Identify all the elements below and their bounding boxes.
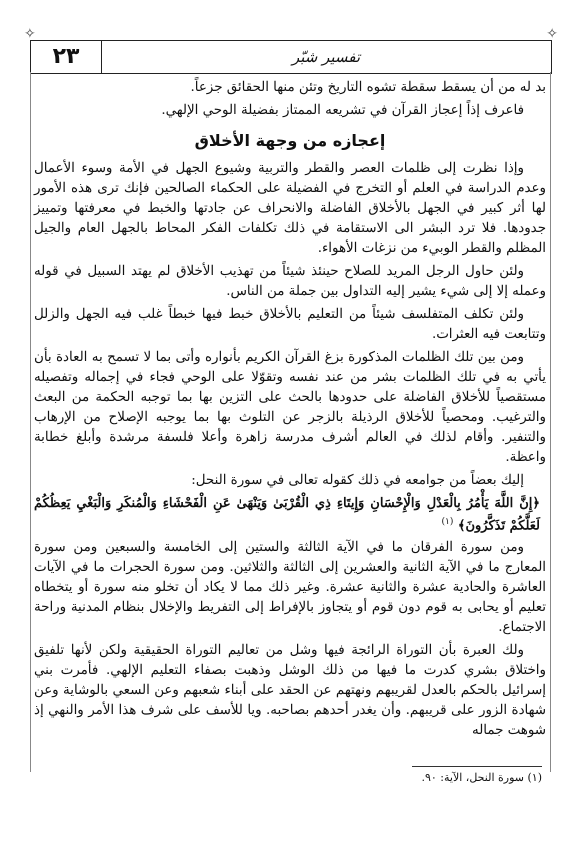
paragraph: وإذا نظرت إلى ظلمات العصر والقطر والتربية وشيوع الجهل في الأمة وسوء الأعمال وعدم الدراسة في العلم أو التخرج في الفضيلة على الحكماء الصالحين فإنك ترى هذه الأمور لها أثر كبير في الجهل بالأخلاق الفاضلة والانحراف عن جادتها والخبط في معرفتها وتمييز جدودها. فلا ترد البشر الى الاستقامة في ذلك تكلفات الفكر المحاط بالجهل العام والجيل المظلم والقطر الوبيء من نزغات الأهواء.: [34, 161, 546, 256]
page-body: [34, 78, 546, 744]
corner-ornament-icon: ✧: [546, 26, 558, 42]
page-number: ٢٣: [52, 44, 80, 69]
verse-text: ﴿إِنَّ اللَّهَ يَأْمُرُ بِالْعَدْلِ وَالْإِحْسَانِ وَإِيتَاءِ ذِي الْقُرْبَىٰ وَيَنْهَىٰ عَنِ الْفَحْشَاءِ وَالْمُنكَرِ وَالْبَغْيِ يَعِظُكُمْ لَعَلَّكُمْ تَذَكَّرُونَ﴾: [34, 496, 540, 534]
paragraph: ومن سورة الفرقان ما في الآية الثالثة والستين إلى الخامسة والسبعين ومن سورة المعارج ما في الآية الثانية والعشرين إلى الثالثة والثلاثين. ومن سورة الحجرات ما في الآيات العاشرة والحادية عشرة والثانية عشرة. وغير ذلك مما لا يكاد أن تخلو منه سورة أو يتخطاه تعليم أو يحابى به قوم دون قوم أو يتجاوز بالإفراط إلى التفريط والإخلال بنظام المدنية وراحة الاجتماع.: [34, 540, 546, 636]
paragraph: فاعرف إذاً إعجاز القرآن في تشريعه الممتاز بفضيلة الوحي الإلهي.: [161, 103, 524, 118]
running-title: تفسير شبّر: [291, 48, 361, 66]
section-heading: إعجازه من وجهة الأخلاق: [194, 131, 386, 150]
corner-ornament-icon: ✧: [24, 26, 36, 42]
paragraph: ولئن تكلف المتفلسف شيئاً من التعليم بالأخلاق خبط فيها خبطاً غلب فيه الجهل والزلل وتتابعت فيه العثرات.: [34, 307, 546, 342]
paragraph: ولك العبرة بأن التوراة الرائجة فيها وشل من تعاليم التوراة الحقيقية ولكن لأنها تلفيق واختلاق بشري كدرت ما فيها من ذلك الوشل وذهبت بصفاء التعليم الإلهي. فأمرت بني إسرائيل بالحكم بالعدل لقريبهم ونهتهم عن الحقد على أبناء شعبهم وعن السعي بالوشاية وعن شهادة الزور على قريبهم. وأن يغدر أحدهم بصاحبه. ويا للأسف على شرف هذا الأمر والنهي إذ شوهت جماله: [34, 643, 546, 739]
quran-verse: [34, 494, 546, 535]
paragraph: بد له من أن يسقط سقطة تشوه التاريخ وتئن منها الحقائق جزعاً.: [190, 80, 546, 95]
margin-rule-right: [550, 72, 551, 772]
margin-rule-left: [30, 72, 31, 772]
paragraph: إليك بعضاً من جوامعه في ذلك كقوله تعالى في سورة النحل:: [191, 473, 524, 488]
page-header: [30, 40, 552, 74]
footnote-marker: (١): [441, 517, 454, 527]
footnote: (١) سورة النحل، الآية: ٩٠.: [421, 771, 542, 784]
paragraph: ومن بين تلك الظلمات المذكورة بزغ القرآن الكريم بأنواره وأتى بما لا تسمح به العادة بأن يأتي به في تلك الظلمات بشر من عند نفسه وتقوّلا على الوحي فجاء في إجماله وتفصيله مستقصياً للأخلاق الفاضلة على حدودها بالحث على التزين بها بما توجبه الحكمة من البعث والترغيب. ومحصياً للأخلاق الرذيلة بالزجر عن التلوث بها بما يوجبه الإصلاح من الإرهاب والتنفير. وأقام لذلك في العالم أشرف مدرسة زاهرة وأعلا فلسفة مرشدة وأبلغ خطابة واعظة.: [34, 350, 546, 465]
footnote-rule: [412, 766, 542, 767]
paragraph: ولئن حاول الرجل المريد للصلاح حينئذ شيئاً من تهذيب الأخلاق لم يهتد السبيل في قوله وعمله إلا إلى شيء يشير إليه التداول بين جملة من الناس.: [34, 264, 546, 299]
